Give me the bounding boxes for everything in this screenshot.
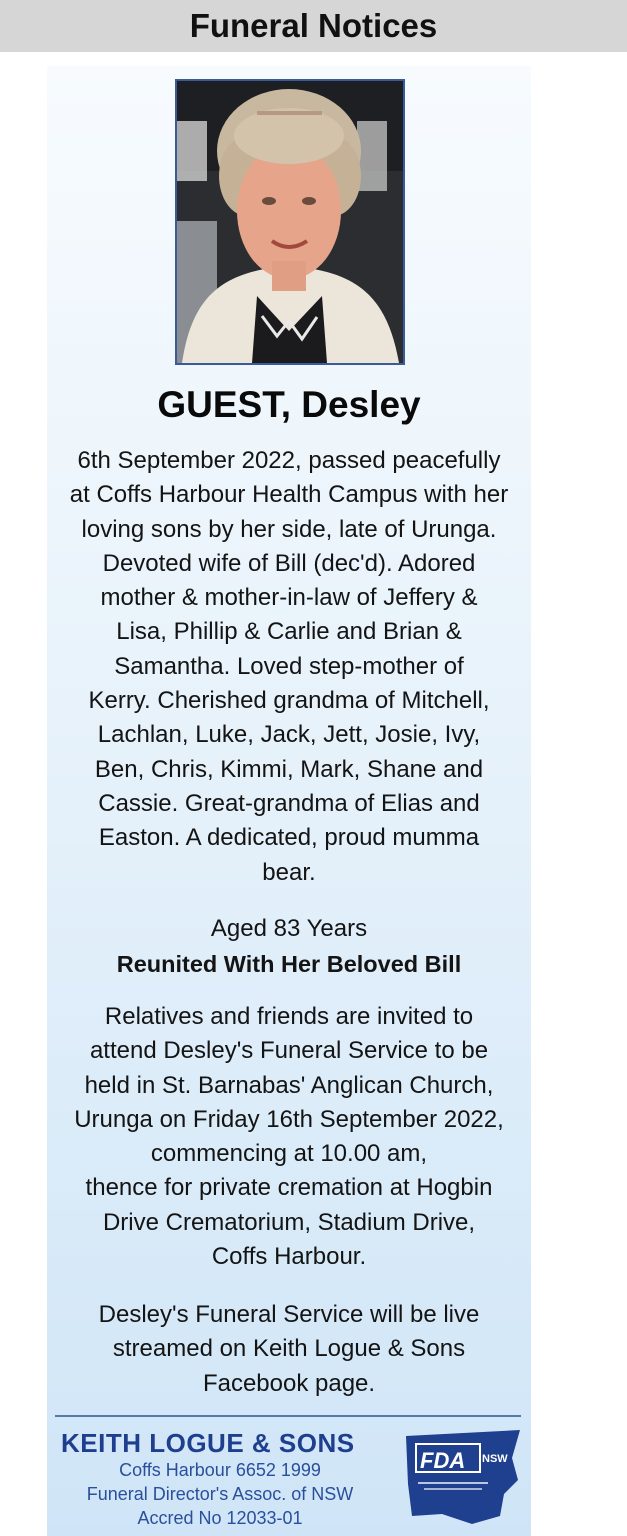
bio-line: Samantha. Loved step-mother of [114,652,464,680]
service-line: commencing at 10.00 am, [150,1140,428,1168]
deceased-name: GUEST, Desley [157,384,421,425]
bio-line: Devoted wife of Bill (dec'd). Adored [102,549,476,577]
bio-line: Lisa, Phillip & Carlie and Brian & [116,618,462,646]
bio-line: Easton. A dedicated, proud mumma [98,824,480,852]
stream-line: Desley's Funeral Service will be live [98,1301,480,1328]
page-header [0,0,627,52]
bio-line: loving sons by her side, late of Urunga. [81,515,497,543]
stream-line: Facebook page. [202,1369,376,1397]
service-line: held in St. Barnabas' Anglican Church, [84,1071,494,1099]
stream-line: streamed on Keith Logue & Sons [112,1335,466,1363]
bio-line: Ben, Chris, Kimmi, Mark, Shane and [94,755,484,783]
bio-line: at Coffs Harbour Health Campus with her [69,481,509,509]
bio-line: Lachlan, Luke, Jack, Jett, Josie, Ivy, [97,721,481,749]
aged-text: Aged 83 Years [210,915,368,942]
bio-line: 6th September 2022, passed peacefully [77,447,501,474]
portrait-photo [175,79,405,365]
bio-line: mother & mother-in-law of Jeffery & [100,584,478,612]
fda-nsw-logo-icon [402,1428,526,1528]
divider [55,1415,521,1417]
service-line: Drive Crematorium, Stadium Drive, [102,1208,476,1236]
service-line: Urunga on Friday 16th September 2022, [74,1105,504,1133]
svg-text:FDA: FDA [420,1448,466,1473]
service-line: thence for private cremation at Hogbin [85,1174,493,1202]
reunited-text: Reunited With Her Beloved Bill [116,951,462,977]
funeral-director-phone: Coffs Harbour 6652 1999 [119,1460,321,1480]
bio-line: Cassie. Great-grandma of Elias and [98,789,480,817]
bio-line: Kerry. Cherished grandma of Mitchell, [88,687,490,715]
livestream-info [47,1298,531,1401]
bio-text [47,444,531,890]
funeral-director-accreditation: Accred No 12033-01 [137,1508,303,1528]
service-details [47,1000,531,1274]
svg-text:NSW: NSW [482,1453,508,1465]
funeral-notice [47,66,531,1536]
service-line: Coffs Harbour. [211,1243,367,1271]
service-line: Relatives and friends are invited to [104,1003,474,1030]
page-title: Funeral Notices [189,7,438,44]
bio-line: bear. [262,858,316,886]
funeral-director-association: Funeral Director's Assoc. of NSW [86,1484,354,1504]
funeral-director-name: KEITH LOGUE & SONS [61,1428,355,1458]
service-line: attend Desley's Funeral Service to be [89,1037,489,1065]
